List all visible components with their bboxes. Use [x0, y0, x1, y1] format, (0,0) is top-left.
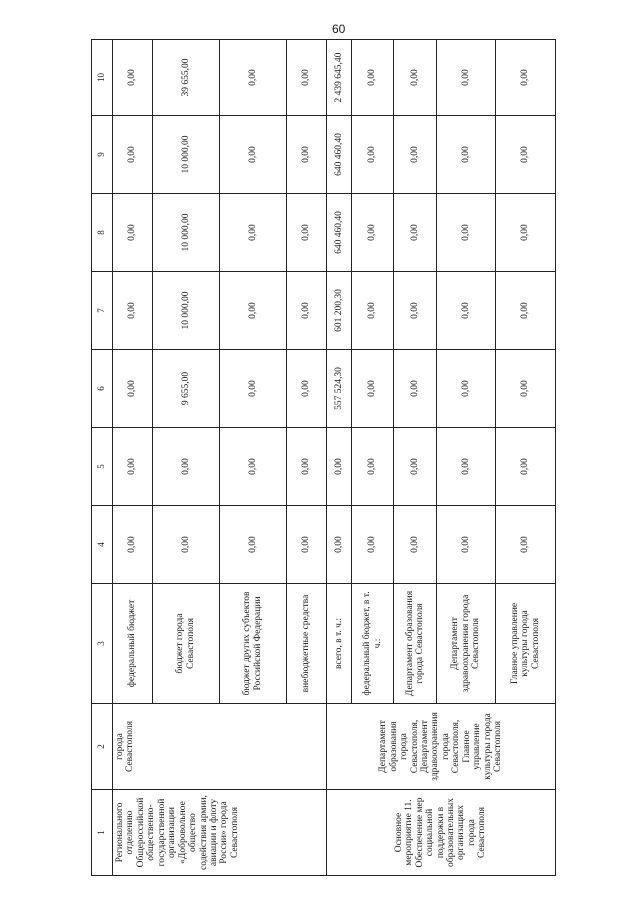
header-cell: 7 — [92, 272, 113, 350]
value-cell: 0,00 — [394, 506, 436, 584]
value-cell: 0,00 — [436, 350, 496, 428]
value-cell: 0,00 — [394, 194, 436, 272]
value-cell: 0,00 — [219, 272, 286, 350]
executor-name-cell: Регионального отделению Общероссийской общественно-государственной организации «Добровольное общество содействия армии, авиации и флоту России» города Севастополя — [113, 790, 327, 876]
table-row — [326, 40, 351, 876]
measure-name-cell: Основное мероприятие 11. Обеспечение мер социальной поддержки в образовательных организациях города Севастополя — [326, 790, 555, 876]
funding-source-cell: всего, в т. ч.: — [326, 584, 351, 704]
value-cell: 0,00 — [351, 506, 393, 584]
value-cell: 39 655,00 — [152, 40, 219, 116]
funding-source-cell: внебюджетные средства — [286, 584, 326, 704]
funding-source-cell: федеральный бюджет — [113, 584, 153, 704]
header-cell: 8 — [92, 194, 113, 272]
executor-cell: Департамент образования города Севастополя, Департамент здравоохранения города Севастополя, Главное управление культуры города Севастополя — [326, 704, 555, 790]
value-cell: 0,00 — [286, 272, 326, 350]
value-cell: 557 524,30 — [326, 350, 351, 428]
value-cell: 640 460,40 — [326, 194, 351, 272]
value-cell: 0,00 — [113, 506, 153, 584]
value-cell: 0,00 — [496, 428, 556, 506]
value-cell: 0,00 — [113, 40, 153, 116]
value-cell: 0,00 — [286, 40, 326, 116]
value-cell: 0,00 — [436, 194, 496, 272]
value-cell: 0,00 — [219, 194, 286, 272]
value-cell: 0,00 — [286, 194, 326, 272]
value-cell: 0,00 — [394, 272, 436, 350]
value-cell: 0,00 — [113, 350, 153, 428]
value-cell: 0,00 — [496, 194, 556, 272]
value-cell: 0,00 — [219, 350, 286, 428]
header-cell: 9 — [92, 116, 113, 194]
value-cell: 0,00 — [496, 40, 556, 116]
value-cell: 0,00 — [496, 350, 556, 428]
value-cell: 0,00 — [219, 40, 286, 116]
value-cell: 0,00 — [219, 428, 286, 506]
value-cell: 0,00 — [436, 506, 496, 584]
value-cell: 640 460,40 — [326, 116, 351, 194]
header-cell: 2 — [92, 704, 113, 790]
table-row — [113, 40, 153, 876]
value-cell: 0,00 — [286, 350, 326, 428]
value-cell: 0,00 — [113, 428, 153, 506]
value-cell: 0,00 — [286, 506, 326, 584]
value-cell: 2 439 645,40 — [326, 40, 351, 116]
funding-source-cell: бюджет других субъектов Российской Федерации — [219, 584, 286, 704]
page-number: 60 — [332, 22, 346, 36]
value-cell: 0,00 — [113, 194, 153, 272]
value-cell: 0,00 — [152, 506, 219, 584]
value-cell: 0,00 — [113, 116, 153, 194]
executor-cell: города Севастополя — [113, 704, 327, 790]
value-cell: 601 200,30 — [326, 272, 351, 350]
funding-source-cell: бюджет города Севастополя — [152, 584, 219, 704]
value-cell: 0,00 — [436, 428, 496, 506]
value-cell: 0,00 — [496, 506, 556, 584]
value-cell: 0,00 — [113, 272, 153, 350]
value-cell: 0,00 — [394, 350, 436, 428]
funding-source-cell: Департамент здравоохранения города Севастополя — [436, 584, 496, 704]
value-cell: 0,00 — [351, 40, 393, 116]
value-cell: 0,00 — [219, 116, 286, 194]
value-cell: 0,00 — [351, 350, 393, 428]
value-cell: 10 000,00 — [152, 194, 219, 272]
budget-table — [91, 39, 556, 876]
table-frame — [91, 40, 556, 876]
value-cell: 0,00 — [351, 428, 393, 506]
value-cell: 0,00 — [286, 116, 326, 194]
value-cell: 0,00 — [351, 272, 393, 350]
value-cell: 0,00 — [436, 272, 496, 350]
rotated-table-container — [91, 40, 556, 876]
value-cell: 9 655,00 — [152, 350, 219, 428]
value-cell: 0,00 — [496, 272, 556, 350]
value-cell: 0,00 — [286, 428, 326, 506]
value-cell: 0,00 — [152, 428, 219, 506]
funding-source-cell: Главное управление культуры города Севастополя — [496, 584, 556, 704]
header-cell: 10 — [92, 40, 113, 116]
value-cell: 0,00 — [326, 506, 351, 584]
value-cell: 0,00 — [326, 428, 351, 506]
header-cell: 3 — [92, 584, 113, 704]
value-cell: 10 000,00 — [152, 272, 219, 350]
value-cell: 0,00 — [394, 40, 436, 116]
header-cell: 5 — [92, 428, 113, 506]
value-cell: 0,00 — [351, 116, 393, 194]
value-cell: 0,00 — [351, 194, 393, 272]
value-cell: 10 000,00 — [152, 116, 219, 194]
value-cell: 0,00 — [219, 506, 286, 584]
header-cell: 1 — [92, 790, 113, 876]
value-cell: 0,00 — [436, 40, 496, 116]
value-cell: 0,00 — [394, 428, 436, 506]
funding-source-cell: федеральный бюджет, в т. ч.: — [351, 584, 393, 704]
value-cell: 0,00 — [436, 116, 496, 194]
header-row — [92, 40, 113, 876]
value-cell: 0,00 — [496, 116, 556, 194]
header-cell: 6 — [92, 350, 113, 428]
header-cell: 4 — [92, 506, 113, 584]
value-cell: 0,00 — [394, 116, 436, 194]
funding-source-cell: Департамент образования города Севастополя — [394, 584, 436, 704]
